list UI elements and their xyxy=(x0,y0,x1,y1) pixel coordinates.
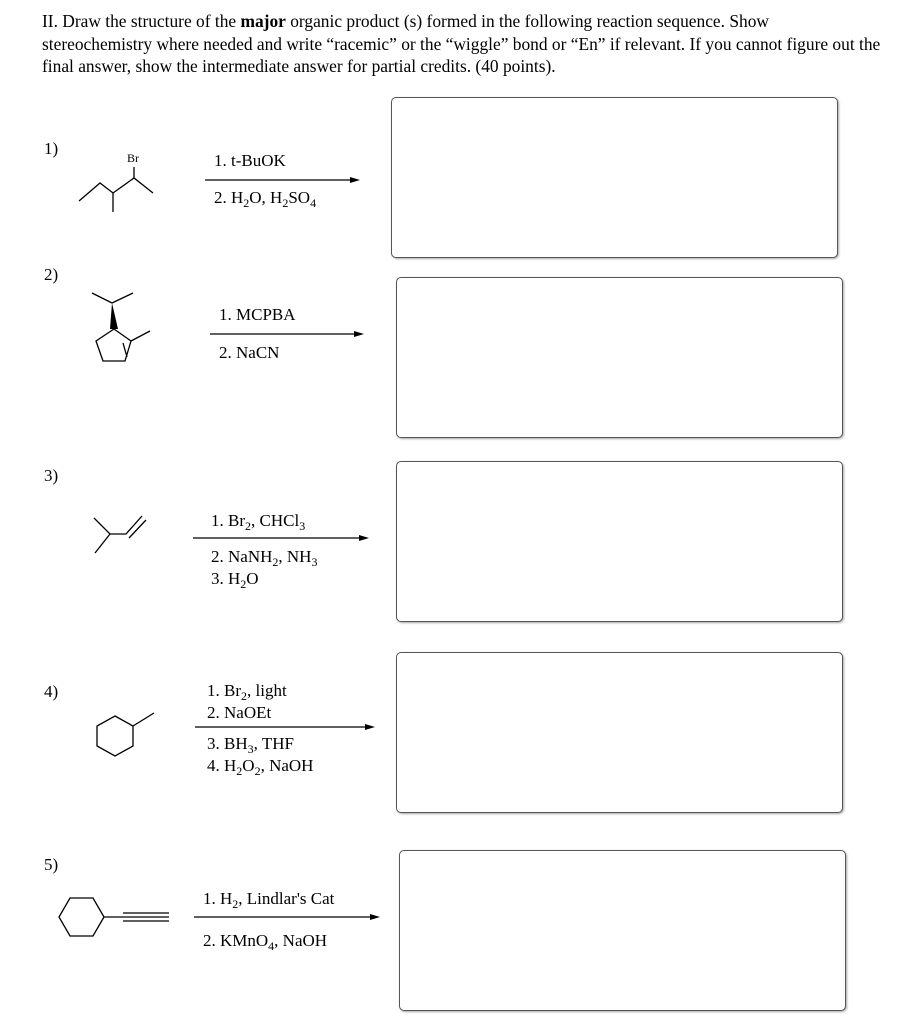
instructions: II. Draw the structure of the major organic product (s) formed in the following reaction sequence. Show stereochemistry where needed and write “racemic” or the “wiggle” bond or “En” if relevant. If you cannot figure out the final answer, show the intermediate answer for partial credits. (40 points). xyxy=(42,11,881,76)
problem-5-number: 5) xyxy=(44,855,59,874)
problem-5-step-1: 1. $H_2$, Lindlar's Cat xyxy=(203,889,335,911)
problem-5-answer-box[interactable] xyxy=(399,850,846,1011)
problem-3-step-3: 3. $H_2O$ xyxy=(211,569,259,591)
problem-4-step-4: 4. $H_2O_2$, NaOH xyxy=(207,756,314,778)
instructions-bold: major xyxy=(240,11,286,31)
problem-1-step-2: 2. $H_2O$, $H_2SO_4$ xyxy=(214,188,317,210)
problem-3-step-1: 1. $Br_2$, CHCl$_3$ xyxy=(211,511,306,533)
problem-4-step-3: 3. $BH_3$, THF xyxy=(207,734,294,756)
problem-5-step-2: 2. KMnO$_4$, NaOH xyxy=(203,931,328,953)
problem-1-step-1: 1. t-BuOK xyxy=(214,151,286,170)
problem-3-step-2: 2. NaNH$_2$, $NH_3$ xyxy=(211,547,318,569)
problem-1-number: 1) xyxy=(44,139,59,158)
problem-3-number: 3) xyxy=(44,466,59,485)
problem-4-number: 4) xyxy=(44,682,59,701)
problem-2-number: 2) xyxy=(44,265,59,284)
problem-4-step-2: 2. NaOEt xyxy=(207,703,272,722)
problem-4-step-1: 1. $Br_2$, light xyxy=(207,681,287,703)
problem-1-br-label: Br xyxy=(127,151,139,165)
problem-2-step-1: 1. MCPBA xyxy=(219,305,296,324)
problem-2-step-2: 2. NaCN xyxy=(219,343,280,362)
